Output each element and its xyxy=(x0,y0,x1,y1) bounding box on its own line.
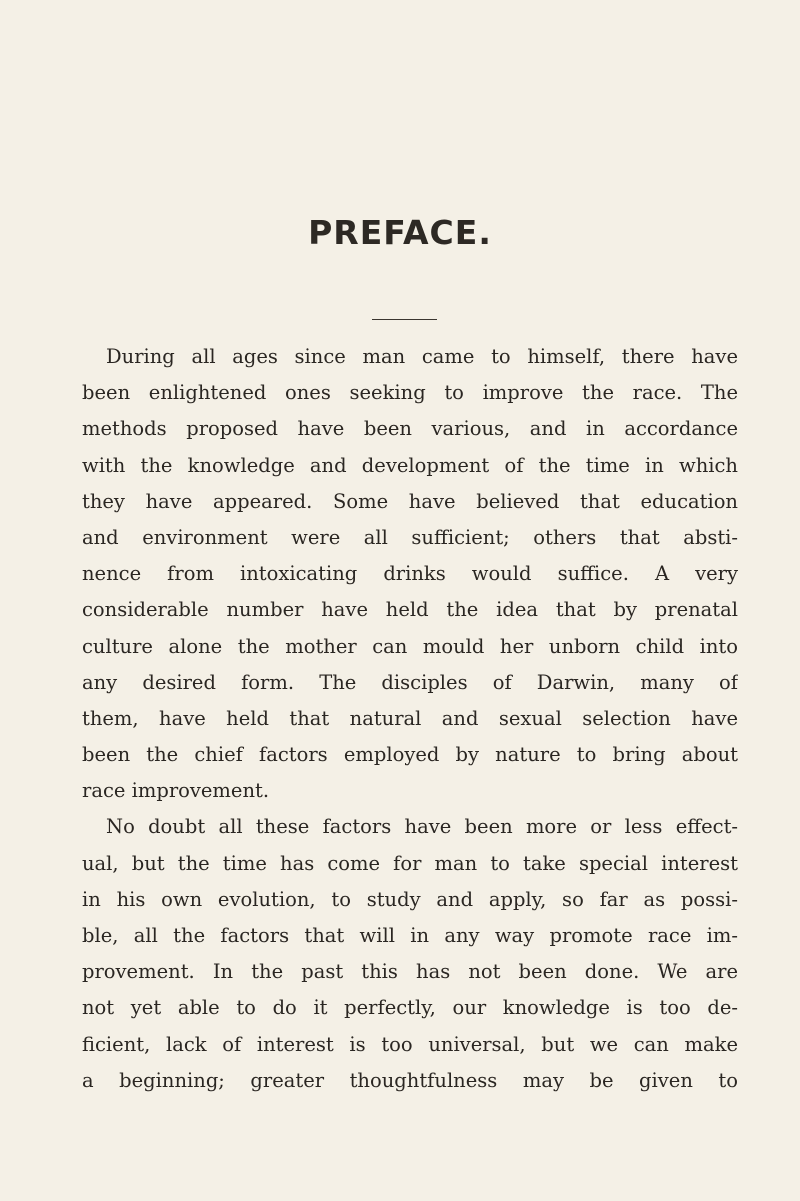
text-line: with the knowledge and development of the time in which xyxy=(82,453,738,477)
text-line: any desired form. The disciples of Darwin, many of xyxy=(82,670,738,694)
text-line: provement. In the past this has not been done. We are xyxy=(82,960,738,984)
title-rule xyxy=(372,319,437,320)
text-line: methods proposed have been various, and in accordance xyxy=(82,417,738,441)
text-line: and environment were all sufficient; others that absti- xyxy=(82,525,738,549)
text-line: During all ages since man came to himself, there have xyxy=(106,345,738,368)
text-line: race improvement. xyxy=(82,779,270,803)
text-line: nence from intoxicating drinks would suffice. A very xyxy=(82,562,738,586)
text-line: been the chief factors employed by nature to bring about xyxy=(82,743,738,767)
text-line: they have appeared. Some have believed that education xyxy=(82,489,738,513)
text-line: not yet able to do it perfectly, our knowledge is too de- xyxy=(82,996,738,1020)
text-line: been enlightened ones seeking to improve the race. The xyxy=(82,381,738,405)
text-line: them, have held that natural and sexual selection have xyxy=(82,706,738,730)
text-line: No doubt all these factors have been more or less effect- xyxy=(106,815,738,839)
text-line: ble, all the factors that will in any way promote race im- xyxy=(82,924,738,947)
text-line: considerable number have held the idea that by prenatal xyxy=(82,598,738,622)
text-line: in his own evolution, to study and apply, so far as possi- xyxy=(82,887,738,911)
text-line: ual, but the time has come for man to take special interest xyxy=(82,851,738,875)
preface-text xyxy=(82,339,738,1099)
text-line: a beginning; greater thoughtfulness may be given to xyxy=(82,1068,738,1092)
text-line: ficient, lack of interest is too universal, but we can make xyxy=(82,1032,738,1056)
page-title: PREFACE. xyxy=(308,213,492,252)
text-line: culture alone the mother can mould her unborn child into xyxy=(82,634,738,658)
